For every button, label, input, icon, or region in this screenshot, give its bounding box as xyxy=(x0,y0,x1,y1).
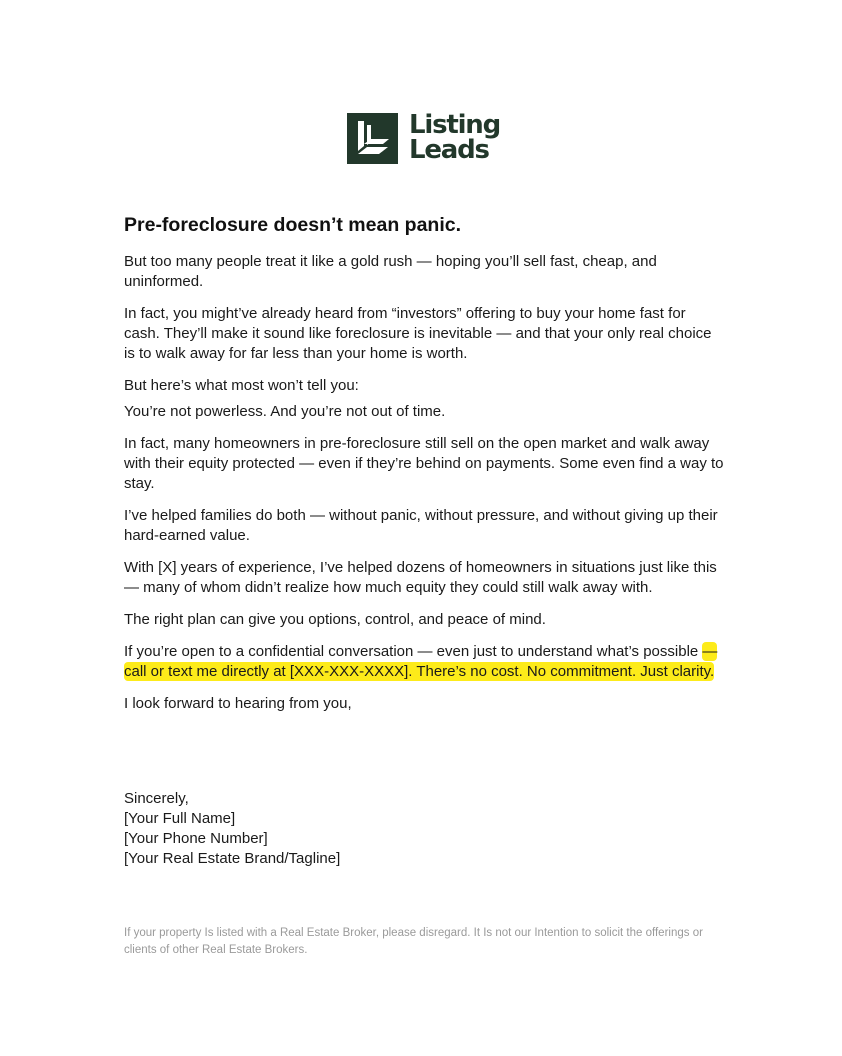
paragraph-6: I’ve helped families do both — without panic, without pressure, and without giving up their hard-earned value. xyxy=(124,507,718,544)
listing-leads-logo-icon xyxy=(347,113,398,164)
paragraph-5: In fact, many homeowners in pre-foreclosure still sell on the open market and walk away with their equity protected — even if they’re behind on payments. Some even find a way to stay. xyxy=(124,435,724,492)
brand-name-line2: Leads xyxy=(409,134,489,165)
paragraph-8: The right plan can give you options, control, and peace of mind. xyxy=(124,611,546,628)
call-to-action-highlight: — call or text me directly at [XXX-XXX-XXXX]. There’s no cost. No commitment. Just clarity. xyxy=(124,643,718,680)
brand-logo xyxy=(347,109,501,165)
paragraph-9-lead: If you’re open to a confidential conversation — even just to understand what’s possible xyxy=(124,643,703,660)
signature-phone: [Your Phone Number] xyxy=(124,830,268,847)
signature-block xyxy=(124,789,340,869)
paragraph-7: With [X] years of experience, I’ve helped dozens of homeowners in situations just like this — many of whom didn’t realize how much equity they could still walk away with. xyxy=(124,559,717,596)
broker-disclaimer: If your property Is listed with a Real Estate Broker, please disregard. It Is not our Intention to solicit the offerings or clients of other Real Estate Brokers. xyxy=(124,927,703,956)
signature-name: [Your Full Name] xyxy=(124,810,236,827)
paragraph-10: I look forward to hearing from you, xyxy=(124,695,352,712)
paragraph-9 xyxy=(124,642,724,682)
paragraph-4: You’re not powerless. And you’re not out of time. xyxy=(124,403,446,420)
signature-brand: [Your Real Estate Brand/Tagline] xyxy=(124,850,341,867)
brand-wordmark xyxy=(409,109,501,165)
brand-name-line1: Listing xyxy=(409,109,501,140)
letter-headline: Pre-foreclosure doesn’t mean panic. xyxy=(124,214,462,236)
paragraph-1: But too many people treat it like a gold rush — hoping you’ll sell fast, cheap, and uninformed. xyxy=(124,253,657,290)
signature-closing: Sincerely, xyxy=(124,790,189,807)
paragraph-2: In fact, you might’ve already heard from “investors” offering to buy your home fast for cash. They’ll make it sound like foreclosure is inevitable — and that your only real choice is to walk away for far less than your home is worth. xyxy=(124,305,712,362)
letter-body xyxy=(124,210,724,726)
paragraph-3: But here’s what most won’t tell you: xyxy=(124,377,359,394)
